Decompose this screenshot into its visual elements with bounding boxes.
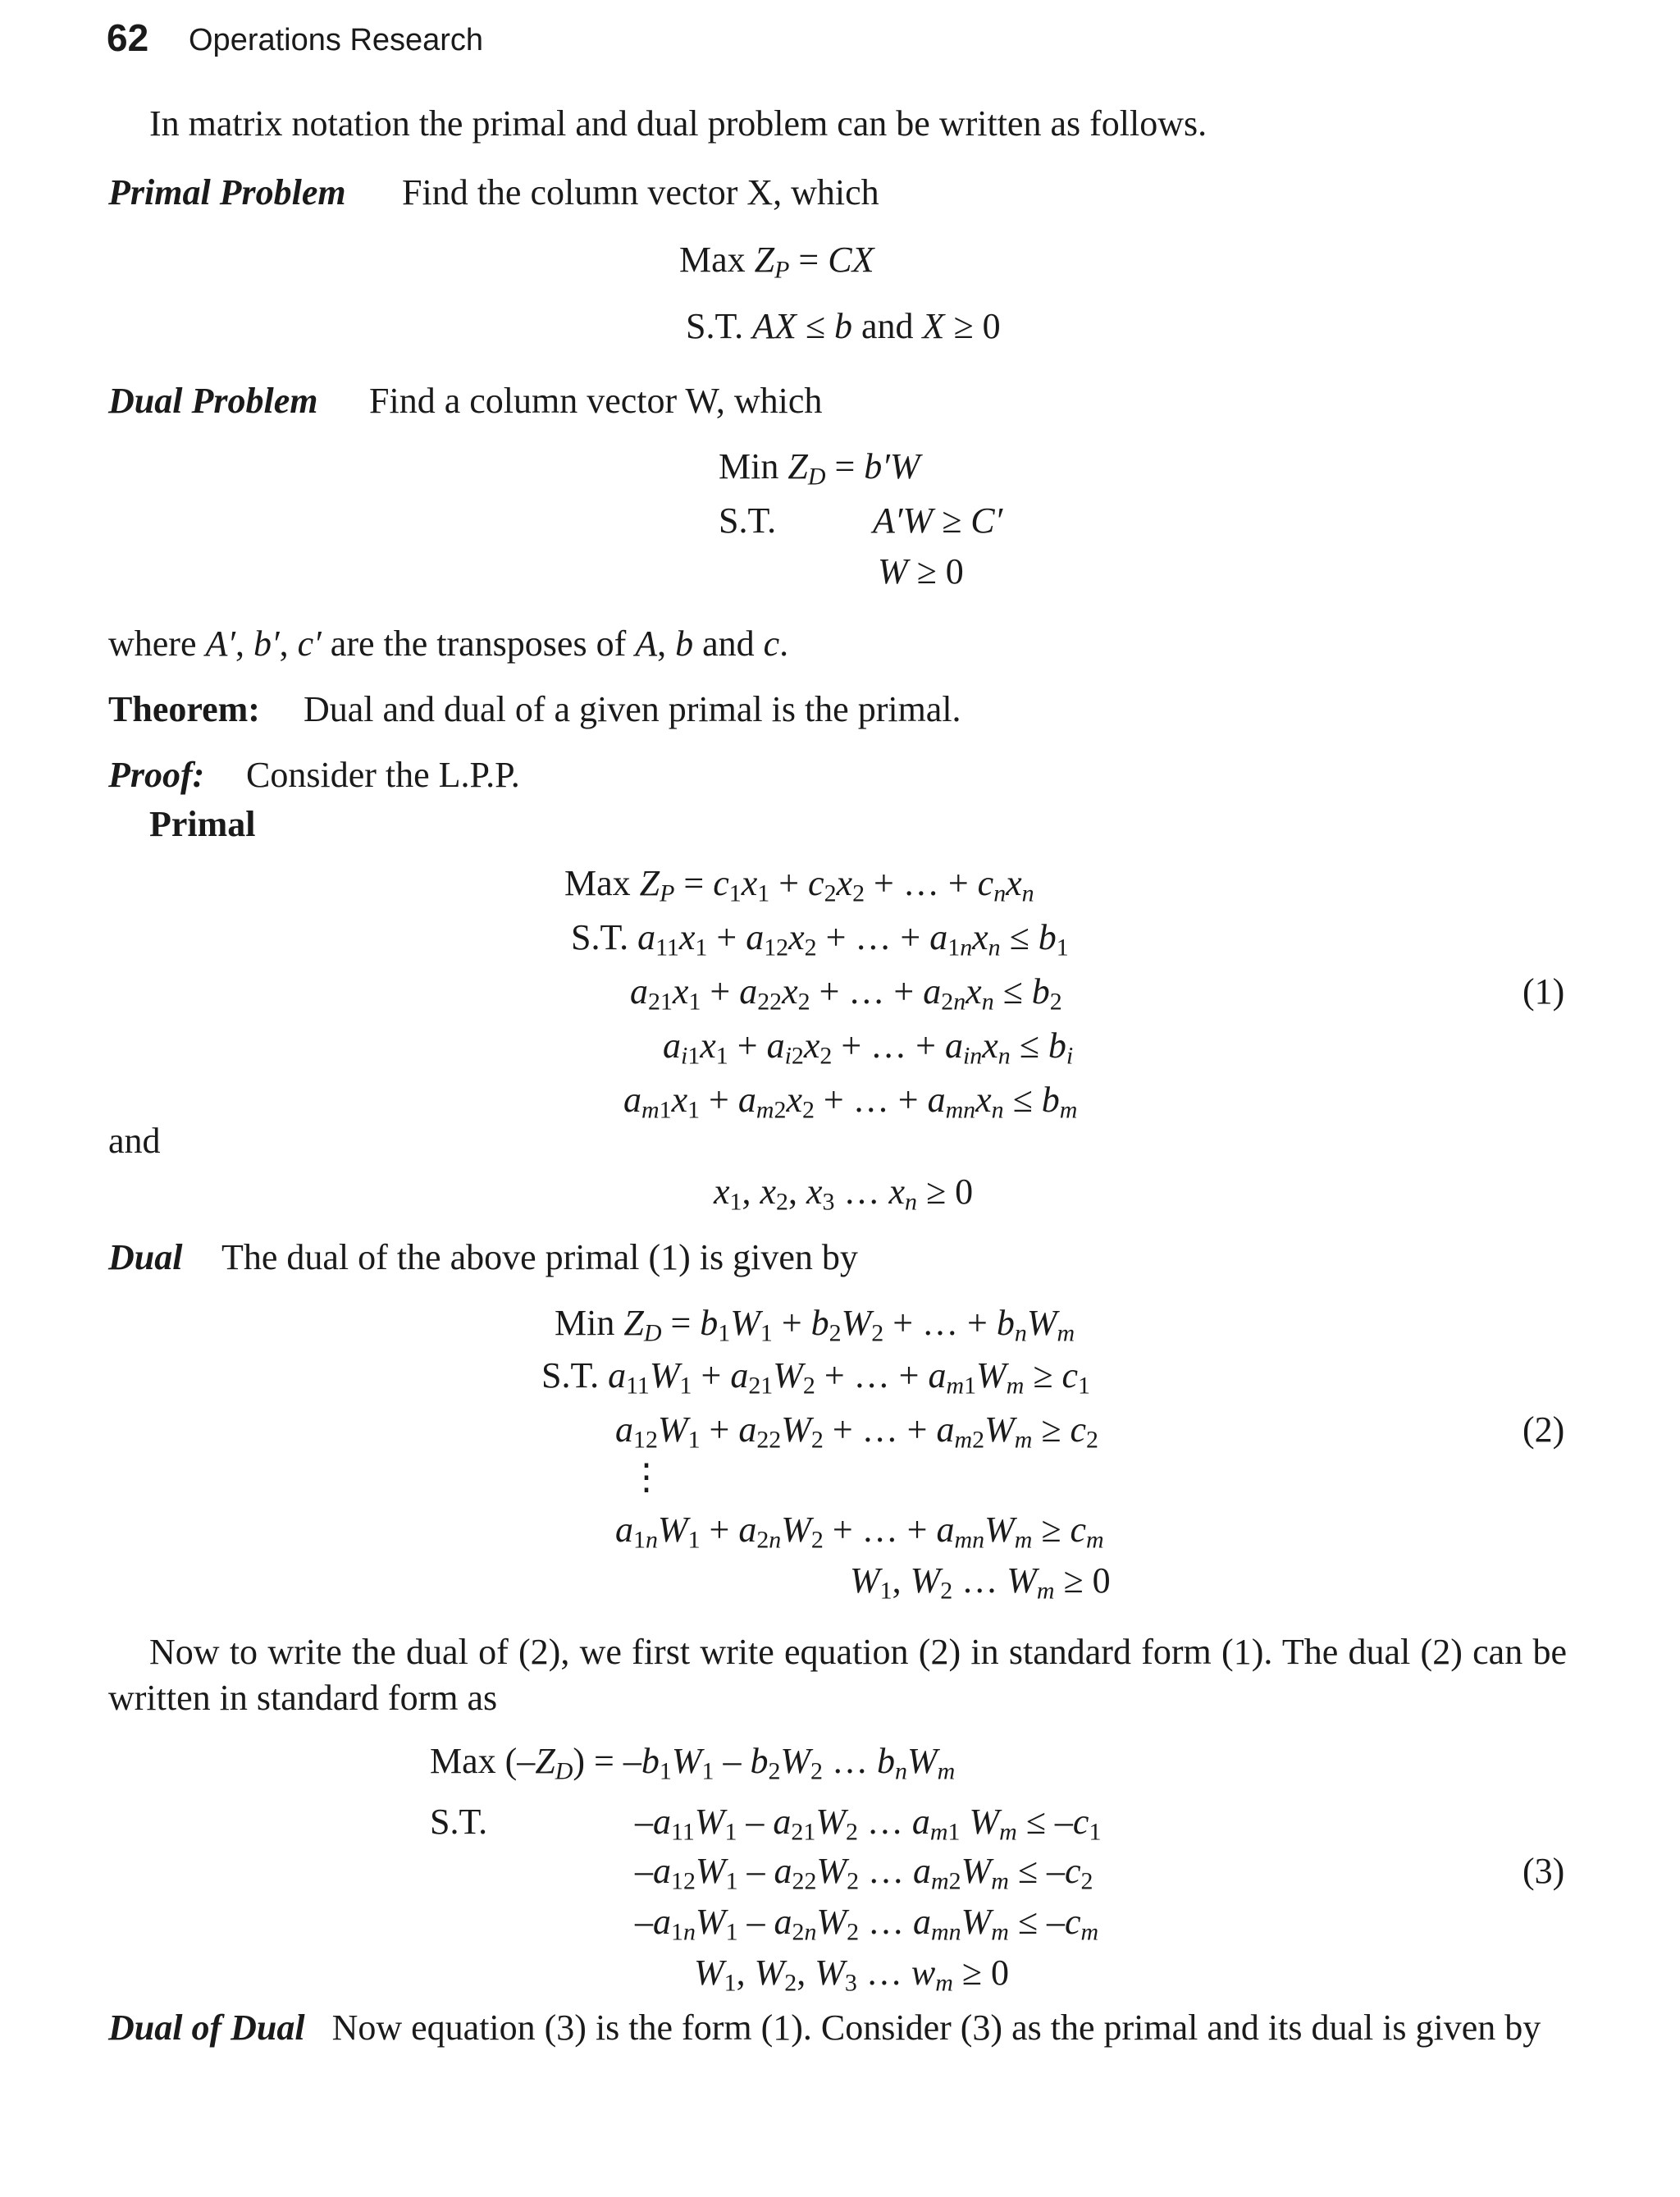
theorem-label: Theorem: xyxy=(108,689,260,729)
primal-heading: Primal xyxy=(149,804,256,844)
eq-number-3: (3) xyxy=(1522,1851,1565,1891)
system1-row-2: $a_{21}x_1 + a_{22}x_2$ + … + $a_{2n}x_n \le b_2$ xyxy=(630,971,1062,1016)
system1-row-1: S.T. $a_{11}x_1 + a_{12}x_2$ + … + $a_{1n}x_n \le b_1$ xyxy=(571,917,1069,961)
system3-st-label: S.T. xyxy=(430,1802,488,1842)
dual-constraint-2: W ≥ 0 xyxy=(878,551,964,592)
dual-st-label: S.T. xyxy=(719,500,777,541)
standard-form-paragraph: Now to write the dual of (2), we first write equation (2) in standard form (1). The dual (2) can be written in standard form as xyxy=(108,1632,1567,1718)
dual-problem-text: Find a column vector W, which xyxy=(369,381,823,421)
system2-objective: Min $Z_D = b_1W_1 + b_2W_2$ + … + $b_nW_m$ xyxy=(555,1303,1075,1347)
and-label: and xyxy=(108,1121,161,1161)
vertical-ellipsis: ⋮ xyxy=(628,1457,664,1497)
system1-row-m: $a_{m1}x_1 + a_{m2}x_2$ + … + $a_{mn}x_n \le b_m$ xyxy=(623,1080,1078,1124)
primal-constraint: S.T. AX ≤ b and X ≥ 0 xyxy=(686,306,1001,346)
dual-intro-text: The dual of the above primal (1) is given by xyxy=(221,1237,858,1277)
system2-row-2: $a_{12}W_1 + a_{22}W_2$ + … + $a_{m2}W_m \ge c_2$ xyxy=(615,1409,1098,1454)
primal-problem-text: Find the column vector X, which xyxy=(402,172,879,212)
system3-row-2: $-a_{12}W_1 - a_{22}W_2$ … $a_{m2}W_m \le -c_2$ xyxy=(635,1851,1093,1895)
system3-row-1: $-a_{11}W_1 - a_{21}W_2$ … $a_{m1}$ $W_m \le -c_1$ xyxy=(635,1802,1102,1846)
system3-row-n: $-a_{1n}W_1 - a_{2n}W_2$ … $a_{mn}W_m \le -c_m$ xyxy=(635,1902,1099,1946)
dual-constraint-1: A′W ≥ C′ xyxy=(873,500,1003,541)
system2-nonnegativity: $W_1$, $W_2$ … $W_m \ge 0$ xyxy=(850,1560,1111,1605)
dual-label: Dual xyxy=(108,1237,183,1277)
primal-objective: Max $Z_P$ = CX xyxy=(679,240,874,284)
dual-of-dual-label: Dual of Dual xyxy=(108,2007,305,2048)
system1-row-i: $a_{i1}x_1 + a_{i2}x_2$ + … + $a_{in}x_n \le b_i$ xyxy=(663,1025,1074,1070)
dual-problem-label: Dual Problem xyxy=(108,381,318,421)
system1-objective: Max $Z_P = c_1x_1 + c_2x_2$ + … + $c_nx_n$ xyxy=(564,863,1034,907)
proof-label: Proof: xyxy=(108,755,205,795)
system2-row-1: S.T. $a_{11}W_1 + a_{21}W_2$ + … + $a_{m1}W_m \ge c_1$ xyxy=(541,1355,1090,1400)
where-text: where A′, b′, c′ are the transposes of A, b and c. xyxy=(108,623,789,664)
system3-nonnegativity: $W_1$, $W_2$, $W_3$ … $w_m \ge 0$ xyxy=(694,1953,1009,1997)
eq-number-2: (2) xyxy=(1522,1409,1565,1450)
dual-of-dual-text: Now equation (3) is the form (1). Consider (3) as the primal and its dual is given by xyxy=(331,2007,1541,2048)
primal-problem-label: Primal Problem xyxy=(108,172,346,212)
dual-of-dual-paragraph xyxy=(108,2005,1567,2051)
system2-row-n: $a_{1n}W_1 + a_{2n}W_2$ + … + $a_{mn}W_m \ge c_m$ xyxy=(615,1510,1104,1554)
proof-text: Consider the L.P.P. xyxy=(246,755,520,795)
intro-text: In matrix notation the primal and dual problem can be written as follows. xyxy=(149,103,1208,144)
system3-objective: Max $(-Z_D) = -b_1W_1 - b_2W_2$ … $b_nW_m$ xyxy=(430,1741,956,1785)
running-title: Operations Research xyxy=(189,23,484,57)
eq-number-1: (1) xyxy=(1522,971,1565,1012)
page-number: 62 xyxy=(107,16,149,59)
dual-objective: Min $Z_D = b'W$ xyxy=(719,446,920,491)
system1-nonnegativity: $x_1$, $x_2$, $x_3$ … $x_n \ge 0$ xyxy=(714,1172,974,1216)
theorem-text: Dual and dual of a given primal is the primal. xyxy=(304,689,961,729)
